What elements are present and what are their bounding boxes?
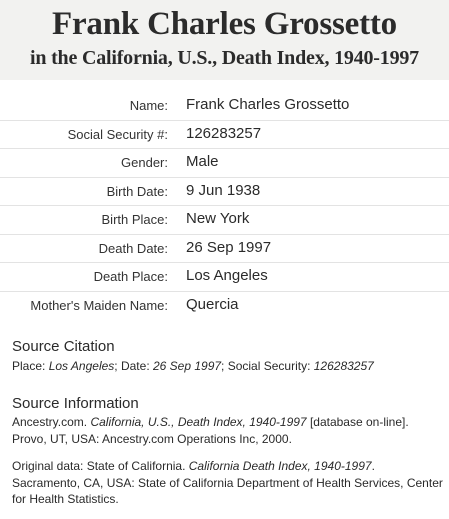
source-information-heading: Source Information <box>12 395 139 412</box>
fact-label: Birth Place: <box>101 212 168 227</box>
fact-value: New York <box>186 210 250 227</box>
original-data-prefix: Original data: State of California. <box>12 459 189 473</box>
citation-date-value: 26 Sep 1997 <box>152 359 222 373</box>
fact-row-mothers-maiden-name <box>0 292 449 321</box>
fact-label: Mother's Maiden Name: <box>30 297 168 313</box>
fact-row-gender <box>0 149 449 178</box>
fact-row-ssn <box>0 121 449 150</box>
fact-value: 26 Sep 1997 <box>186 238 272 256</box>
citation-ssn-value: 126283257 <box>313 359 374 373</box>
fact-value: Frank Charles Grossetto <box>186 96 350 113</box>
fact-label: Name: <box>129 98 168 113</box>
fact-value: Male <box>186 153 219 170</box>
source-citation-text <box>12 358 444 375</box>
database-prefix: Ancestry.com. <box>12 415 91 429</box>
database-title: California, U.S., Death Index, 1940-1997 <box>90 415 307 429</box>
record-title: Frank Charles Grossetto <box>52 6 397 42</box>
citation-place-label: Place: <box>12 359 49 373</box>
fact-value: Quercia <box>186 295 239 313</box>
citation-place-value: Los Angeles <box>48 359 115 373</box>
fact-row-death-date <box>0 235 449 264</box>
fact-row-name <box>0 92 449 121</box>
original-data-title: California Death Index, 1940-1997 <box>188 459 372 473</box>
fact-value: Los Angeles <box>186 267 268 284</box>
citation-ssn-label: ; Social Security: <box>221 359 314 373</box>
record-subtitle: in the California, U.S., Death Index, 1940-1997 <box>30 47 419 69</box>
facts-table <box>0 92 449 320</box>
fact-row-birth-place <box>0 206 449 235</box>
source-information-original-data <box>12 458 444 508</box>
fact-value: 9 Jun 1938 <box>186 181 261 199</box>
fact-label: Death Date: <box>98 240 168 256</box>
original-data-suffix: . Sacramento, CA, USA: State of California Department of Health Services, Center for Health Statistics. <box>12 459 443 506</box>
source-information-database <box>12 414 444 447</box>
citation-date-label: ; Date: <box>114 359 153 373</box>
fact-value: 126283257 <box>186 124 262 142</box>
fact-row-birth-date <box>0 178 449 207</box>
source-citation-heading: Source Citation <box>12 338 115 355</box>
fact-label: Birth Date: <box>106 183 168 199</box>
fact-row-death-place <box>0 263 449 292</box>
fact-label: Gender: <box>121 155 168 170</box>
fact-label: Death Place: <box>93 269 168 284</box>
fact-label: Social Security #: <box>67 126 168 142</box>
database-suffix: [database on-line]. Provo, UT, USA: Ancestry.com Operations Inc, 2000. <box>12 415 409 446</box>
record-header <box>0 0 449 80</box>
